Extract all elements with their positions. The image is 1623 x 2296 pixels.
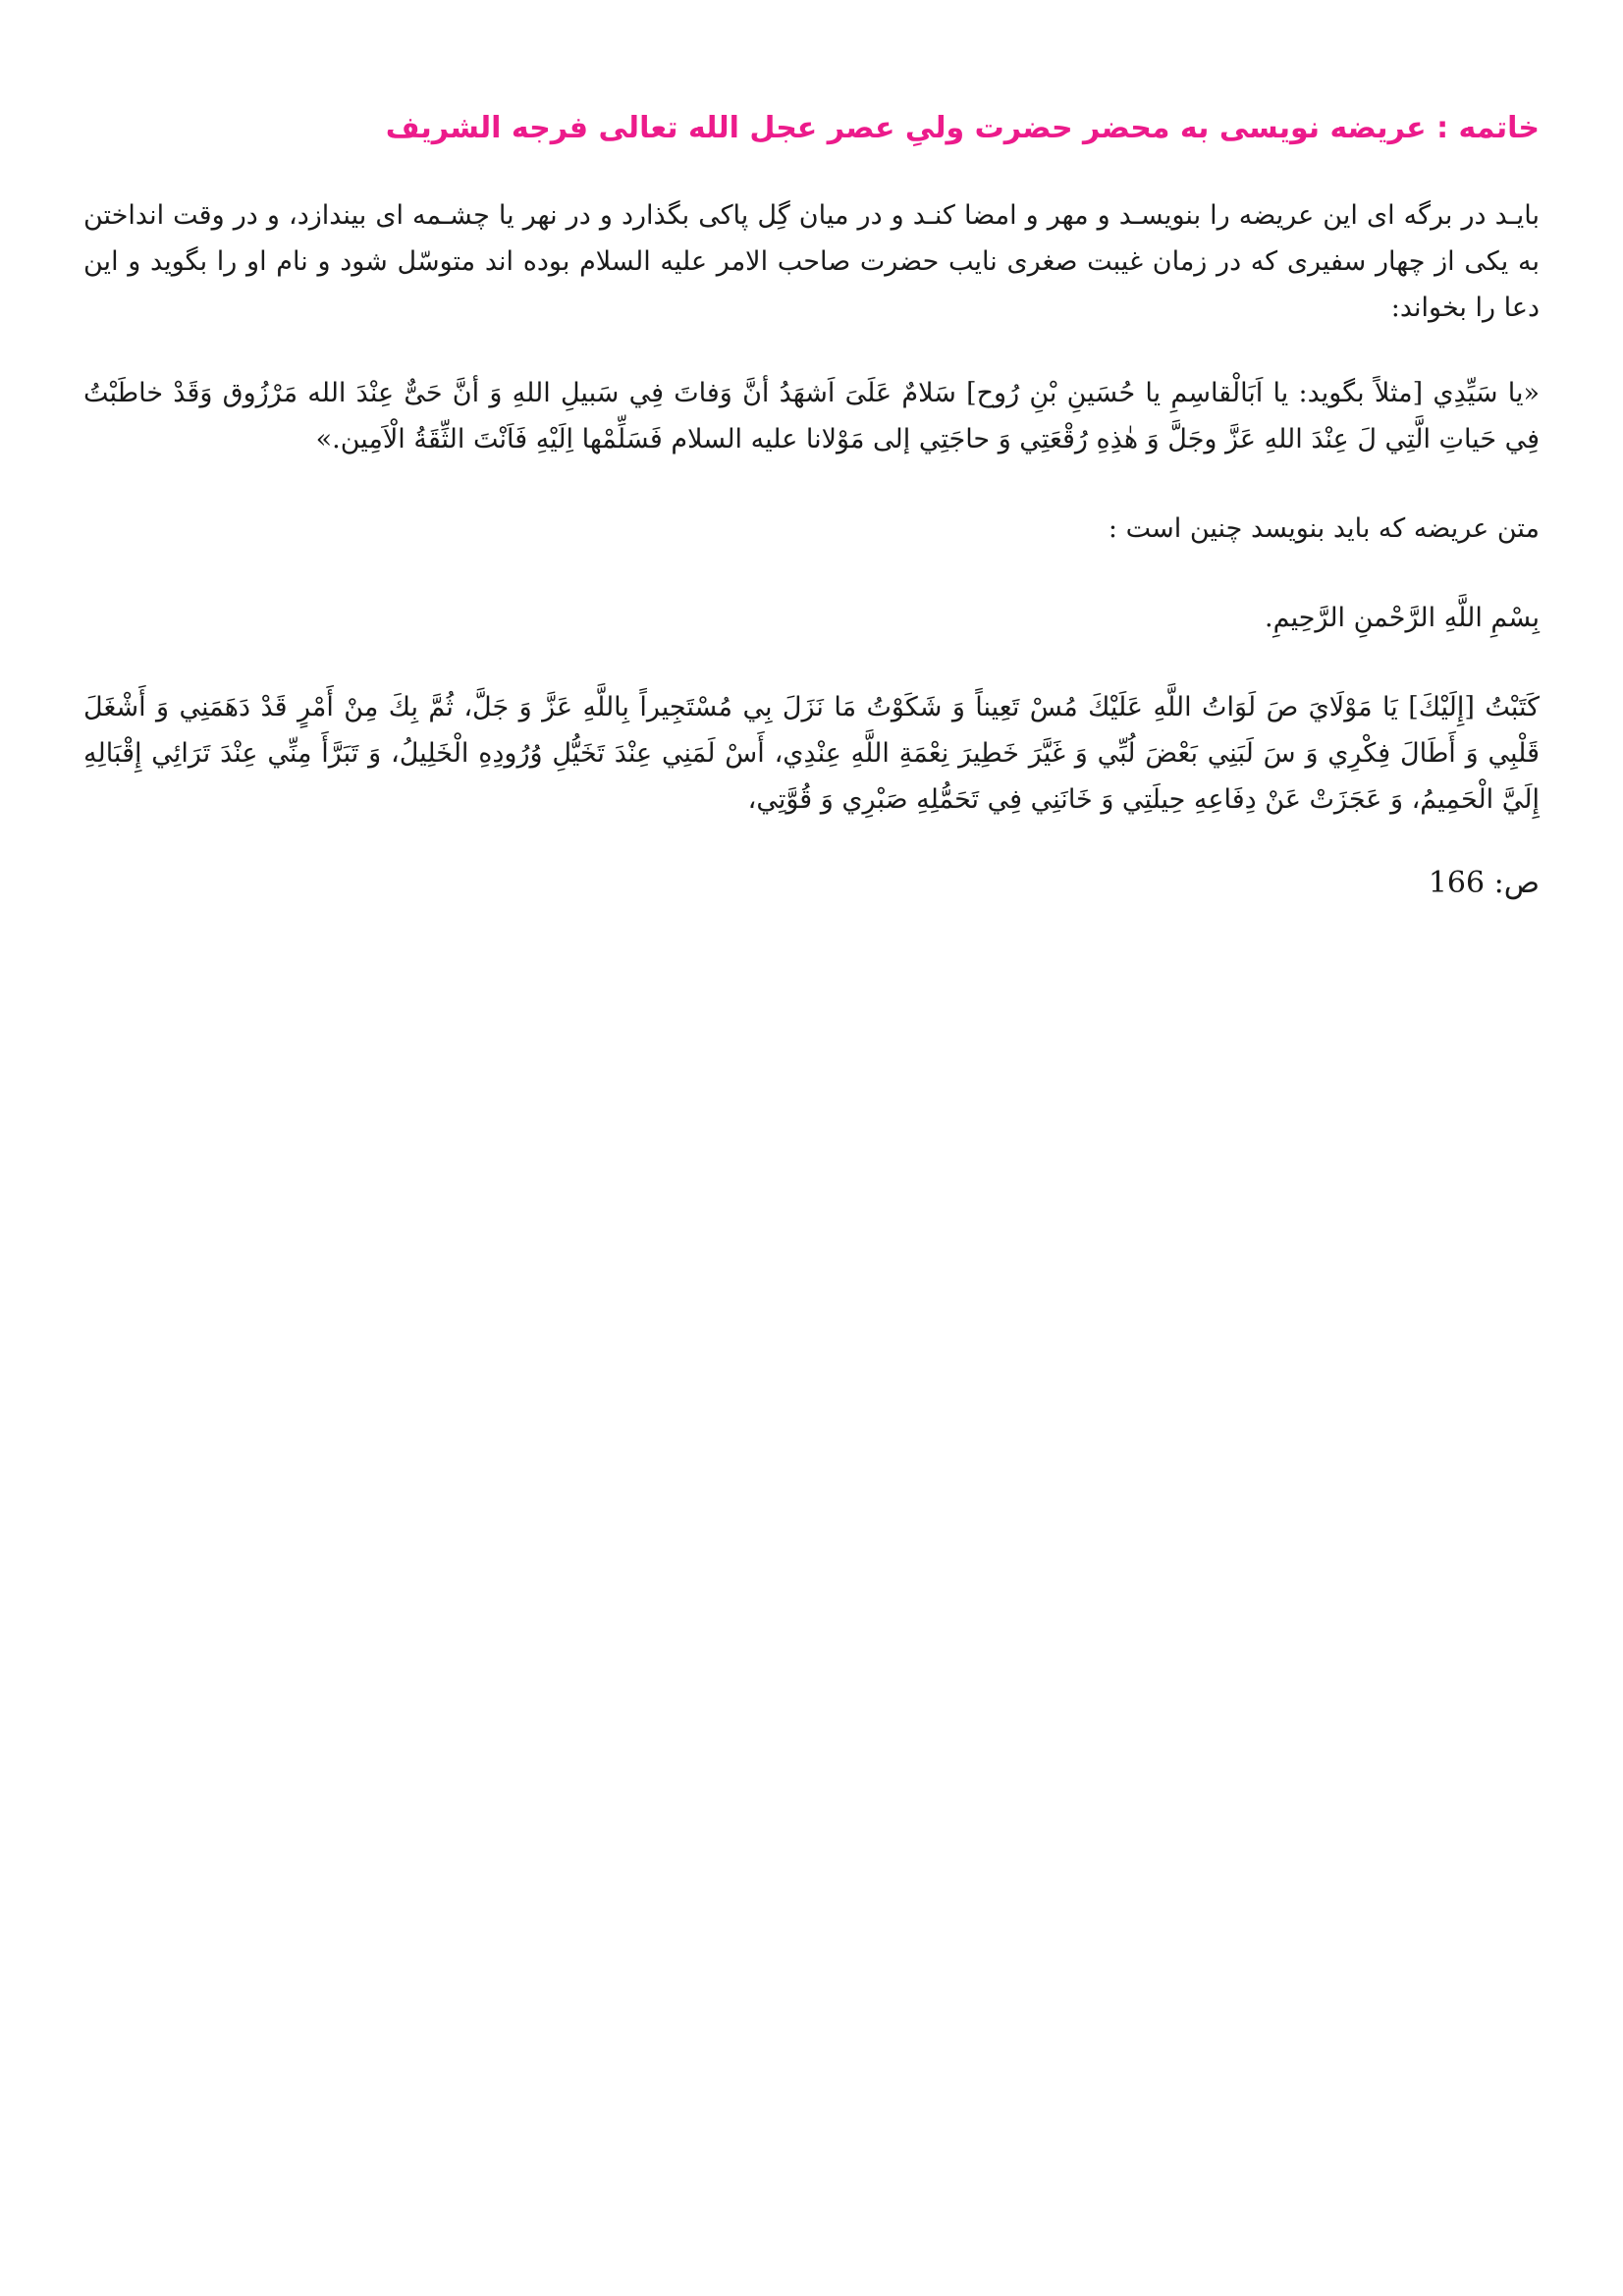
invocation-paragraph: «یا سَیِّدِي [مثلاً بگوید: یا اَبَالْقاسِمِ یا حُسَینِ بْنِ رُوح] سَلامٌ عَلَیَ اَشهَدُ أنَّ وَفاتَ فِي سَبیلِ اللهِ وَ أنَّ حَیٌّ عِنْدَ الله مَرْزُوق وَقَدْ خاطَبْتُ فِي حَیاتِ الَّتِي لَ عِنْدَ اللهِ عَزَّ وجَلَّ وَ هٰذِهِ رُقْعَتِي وَ حاجَتِي إلی مَوْلانا علیه السلام فَسَلِّمْها اِلَیْهِ فَاَنْتَ الثِّقَةُ الْاَمِین.»: [83, 378, 1540, 454]
document-page: [83, 108, 1540, 900]
section-heading: خاتمه : عریضه نویسی به محضر حضرت ولیِ عصر عجل الله تعالی فرجه الشریف: [385, 111, 1540, 145]
petition-paragraph: کَتَبْتُ [إِلَیْكَ] یَا مَوْلَايَ صَ لَوَاتُ اللَّهِ عَلَیْكَ مُسْ تَعِیناً وَ شَكَوْتُ مَا نَزَلَ بِي مُسْتَجِیراً بِاللَّهِ عَزَّ وَ جَلَّ، ثُمَّ بِكَ مِنْ أَمْرٍ قَدْ دَهَمَنِي وَ أَشْغَلَ قَلْبِي وَ أَطَالَ فِكْرِي وَ سَ لَبَنِي بَعْضَ لُبِّي وَ غَیَّرَ خَطِیرَ نِعْمَةِ اللَّهِ عِنْدِي، أَسْ لَمَنِي عِنْدَ تَخَیُّلِ وُرُودِهِ الْخَلِیلُ، وَ تَبَرَّأَ مِنِّي عِنْدَ تَرَائِي إِقْبَالِهِ إِلَيَّ الْحَمِیمُ، وَ عَجَزَتْ عَنْ دِفَاعِهِ حِیلَتِي وَ خَانَنِي فِي تَحَمُّلِهِ صَبْرِي وَ قُوَّتِي،: [83, 692, 1540, 815]
instructions-paragraph: بایـد در برگه ای این عریضه را بنویسـد و مهر و امضا کنـد و در میان گِل پاکی بگذارد و در نهر یا چشـمه ای بیندازد، و در وقت انداختن به یکی از چهار سفیری که در زمان غیبت صغری نایب حضرت صاحب الامر علیه السلام بوده اند متوسّل شود و نام او را بگوید و این دعا را بخواند:: [83, 200, 1540, 323]
page-number: ص: 166: [1428, 866, 1540, 900]
petition-intro-paragraph: متن عریضه که باید بنویسد چنین است :: [1108, 513, 1540, 544]
basmala-paragraph: بِسْمِ اللَّهِ الرَّحْمنِ الرَّحِیمِ.: [1265, 603, 1540, 633]
